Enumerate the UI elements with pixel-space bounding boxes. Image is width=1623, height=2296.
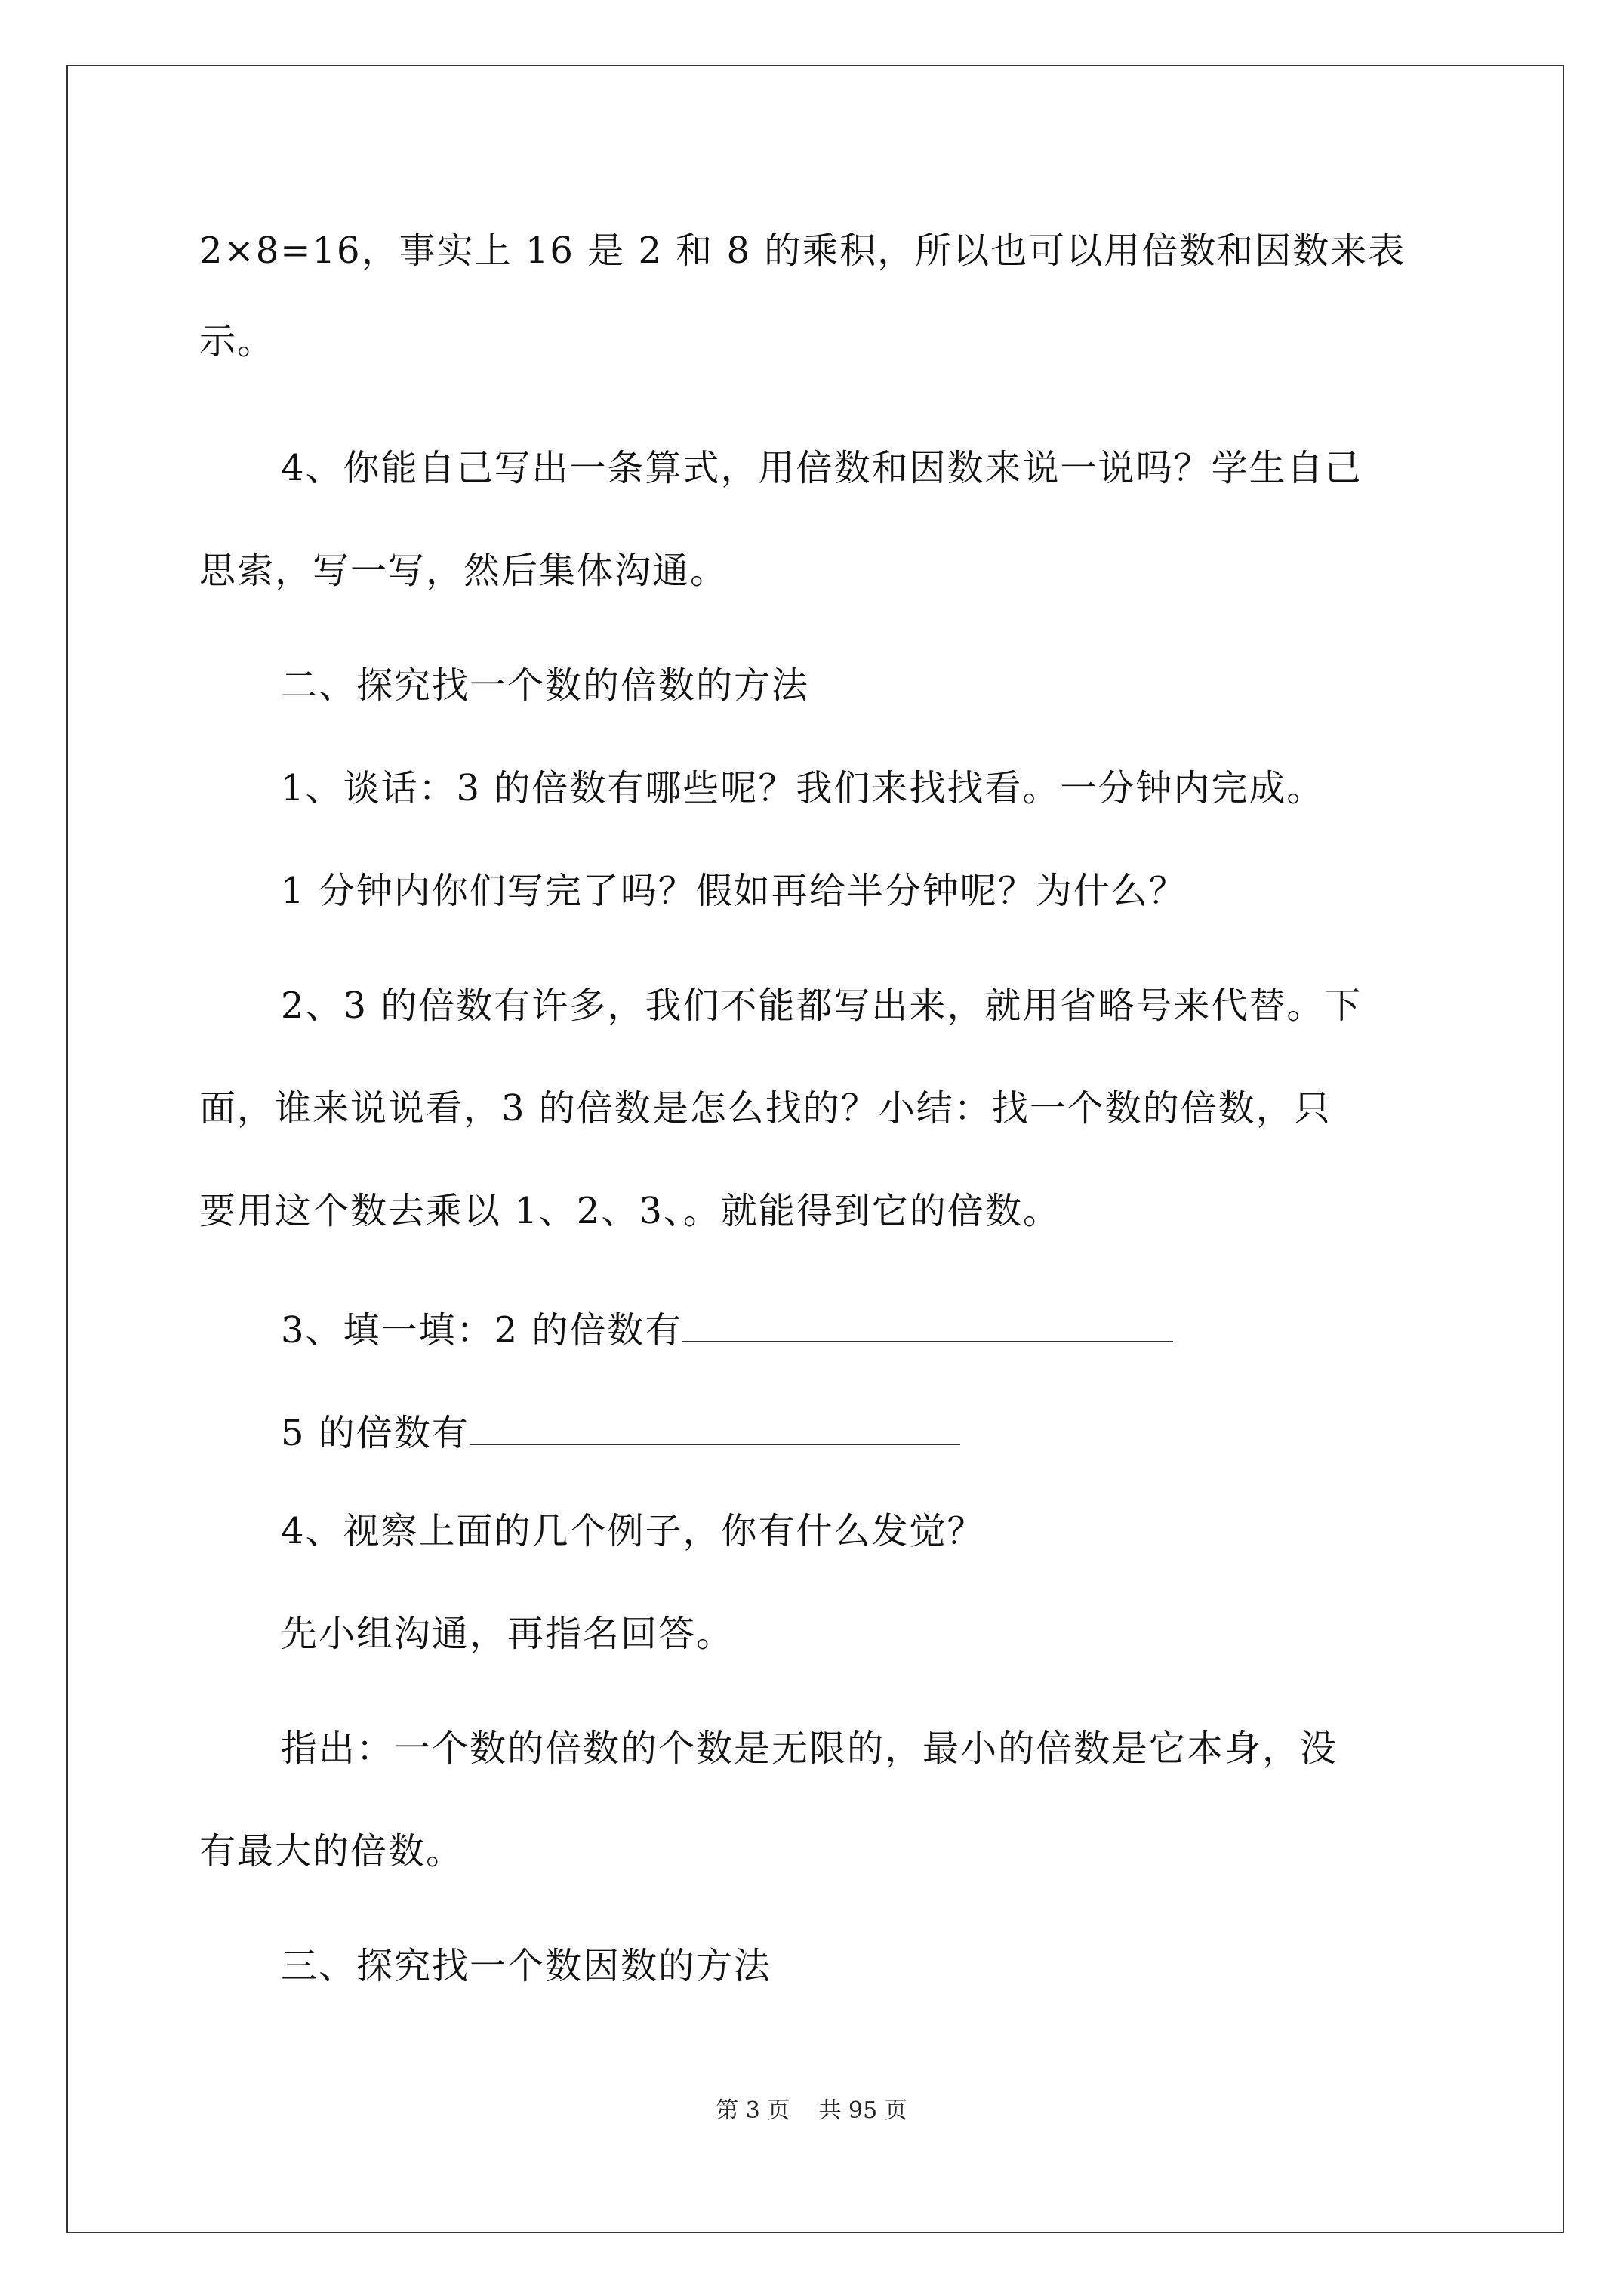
text-line-17: 三、探究找一个数因数的方法 [281,1945,772,1987]
text-line-13: 4、视察上面的几个例子，你有什么发觉？ [281,1510,985,1552]
page-border [66,65,1564,2233]
answer-blank-2[interactable] [470,1404,960,1445]
text-line-3: 4、你能自己写出一条算式，用倍数和因数来说一说吗？学生自己 [281,447,1363,489]
text-line-1: 2×8=16，事实上 16 是 2 和 8 的乘积，所以也可以用倍数和因数来表 [199,230,1406,272]
fill-in-line-1 [281,1302,1173,1354]
fill-in-label-2: 5 的倍数有 [281,1412,470,1454]
text-line-7: 1 分钟内你们写完了吗？假如再给半分钟呢？为什么？ [281,870,1187,912]
text-line-6: 1、谈话：3 的倍数有哪些呢？我们来找找看。一分钟内完成。 [281,767,1325,809]
text-line-4: 思索，写一写，然后集体沟通。 [199,550,728,592]
text-line-15: 指出：一个数的倍数的个数是无限的，最小的倍数是它本身，没 [281,1727,1338,1770]
fill-in-label-1: 3、填一填：2 的倍数有 [281,1309,683,1351]
text-line-16: 有最大的倍数。 [199,1830,464,1872]
text-line-5: 二、探究找一个数的倍数的方法 [281,664,810,707]
text-line-8: 2、3 的倍数有许多，我们不能都写出来，就用省略号来代替。下 [281,985,1363,1027]
fill-in-line-2 [281,1404,960,1457]
text-line-2: 示。 [199,320,276,362]
text-line-9: 面，谁来说说看，3 的倍数是怎么找的？小结：找一个数的倍数，只 [199,1087,1332,1130]
text-line-14: 先小组沟通，再指名回答。 [281,1613,735,1655]
text-line-10: 要用这个数去乘以 1、2、3、。就能得到它的倍数。 [199,1190,1061,1232]
page-number-footer: 第 3 页 共 95 页 [716,2097,907,2124]
answer-blank-1[interactable] [682,1302,1173,1342]
